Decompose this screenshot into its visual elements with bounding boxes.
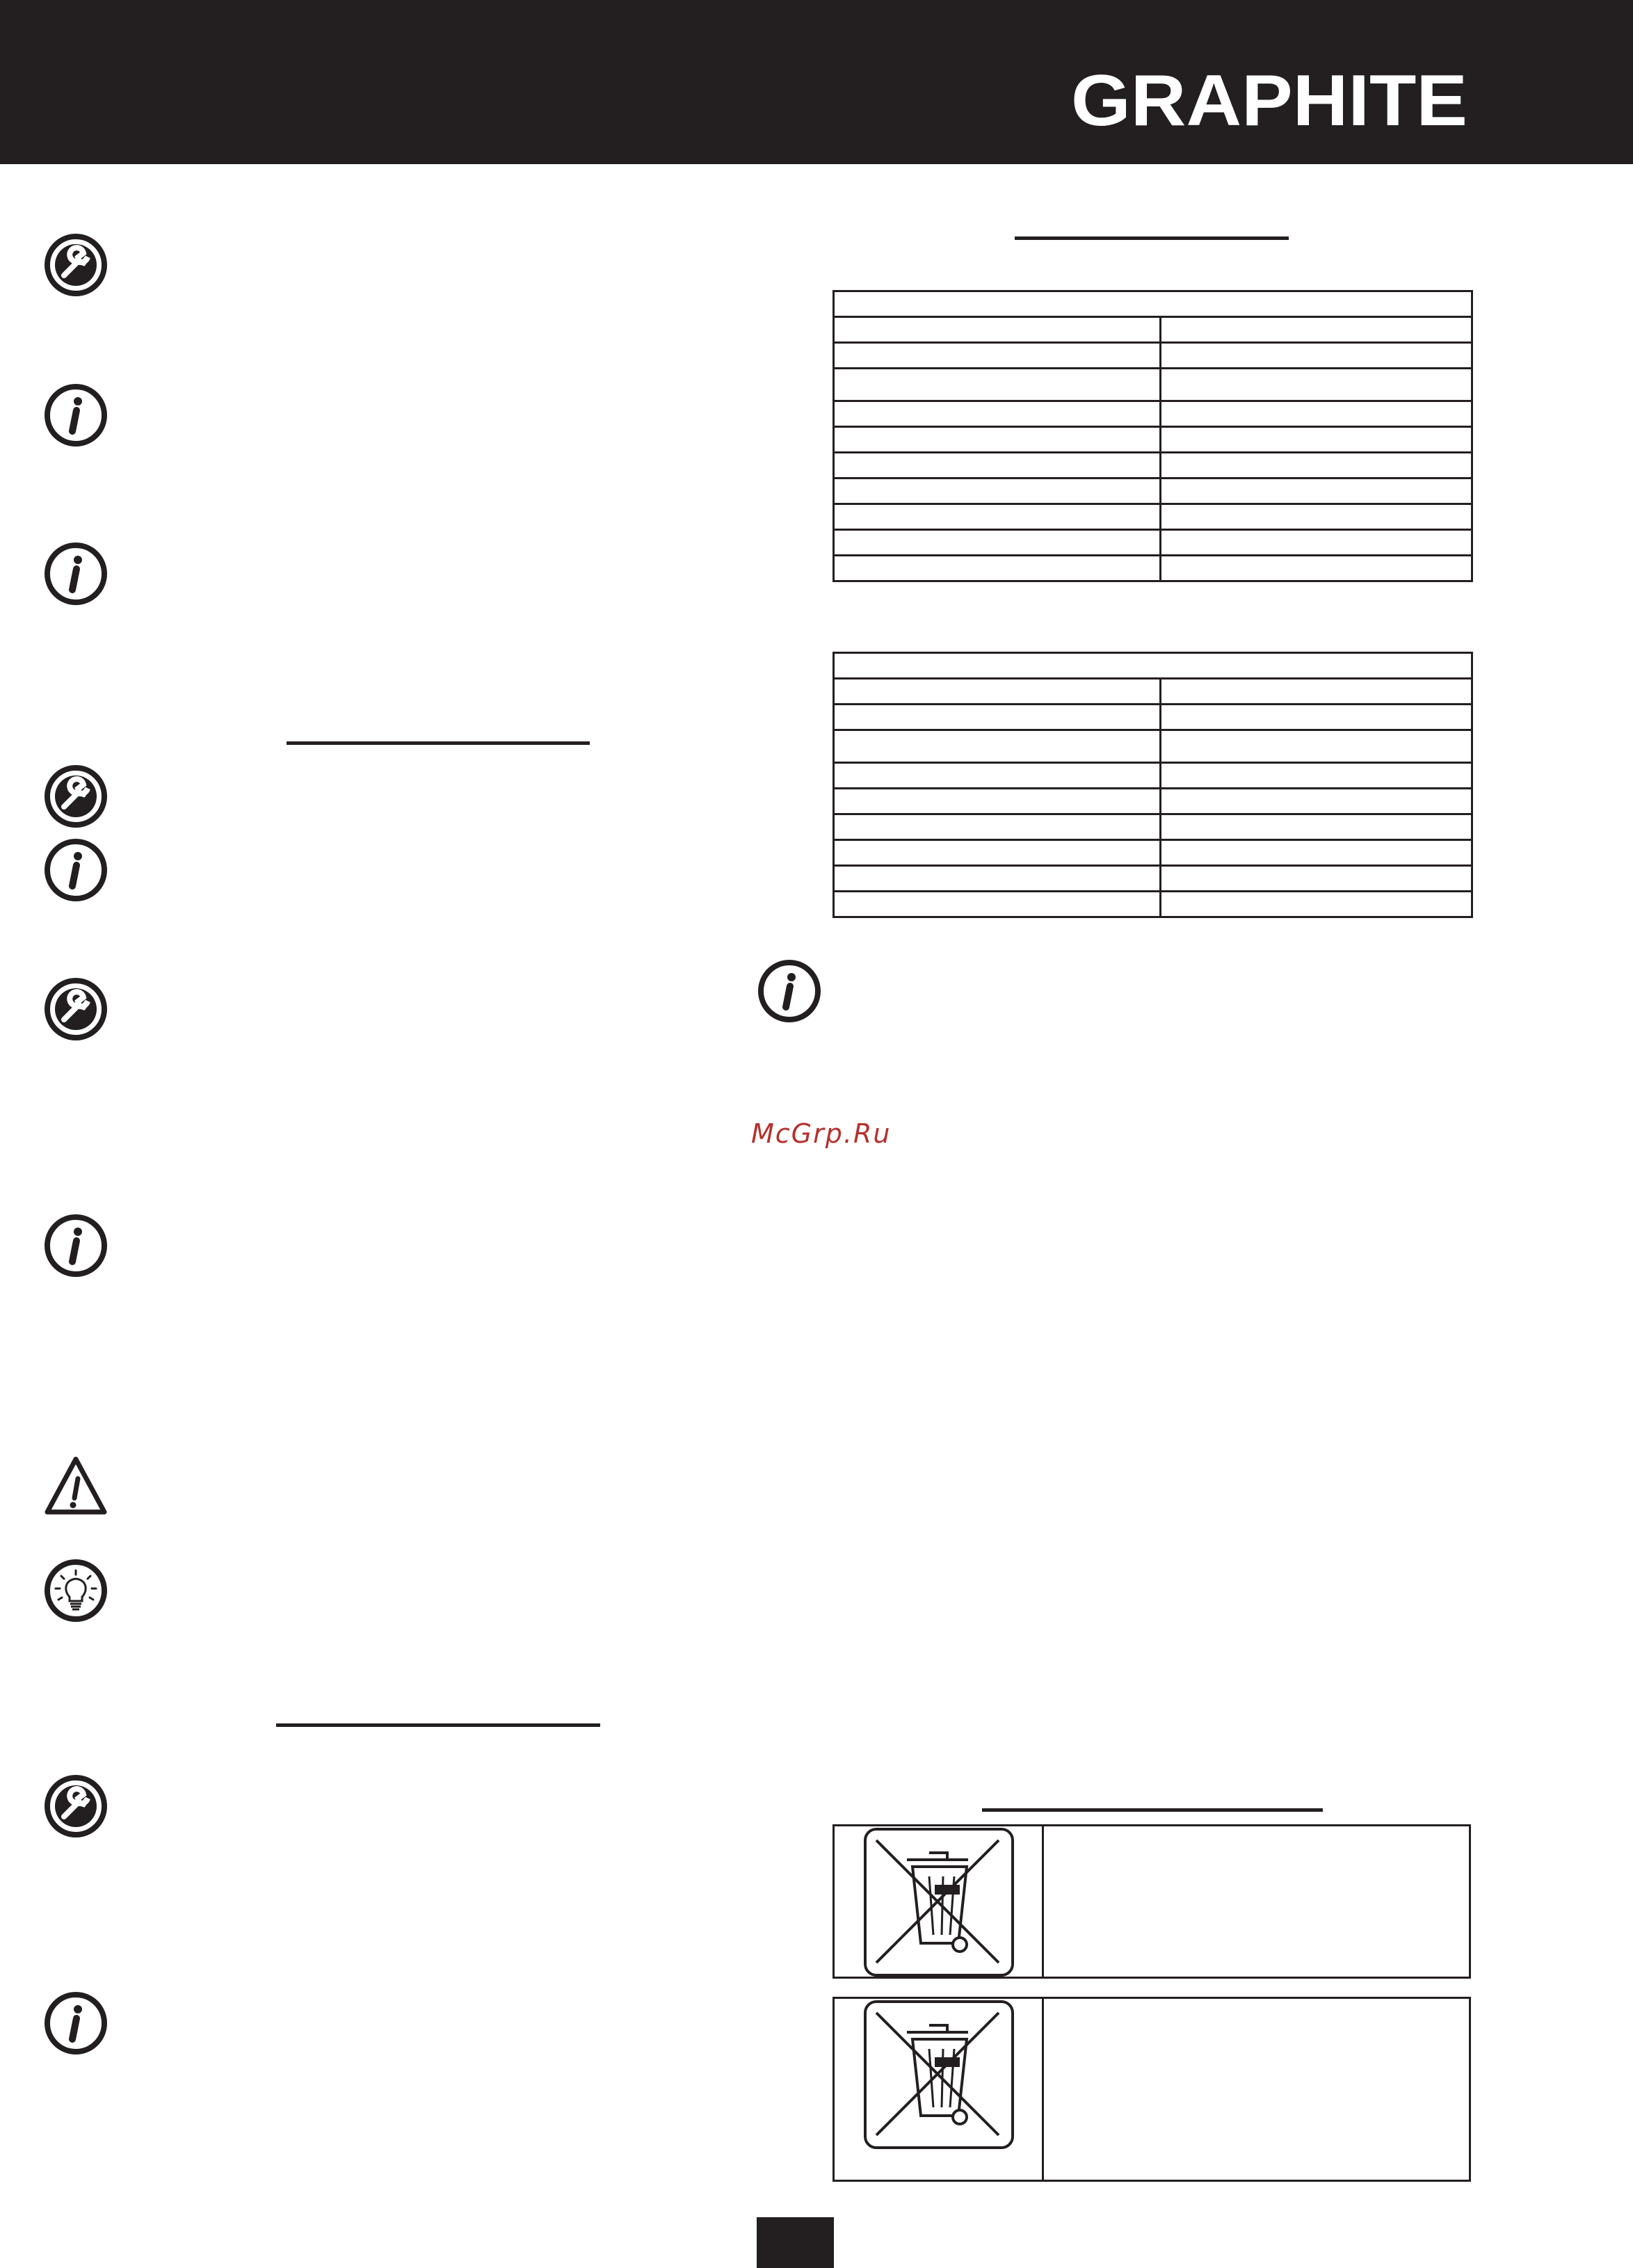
- table-row: [834, 892, 1472, 917]
- table-row: [834, 556, 1472, 581]
- table-cell: [834, 679, 1161, 705]
- table-cell: [834, 763, 1161, 789]
- table-row: [834, 814, 1472, 840]
- table-cell: [1161, 763, 1472, 789]
- table-row: [834, 530, 1472, 556]
- watermark-text: McGrp.Ru: [751, 1118, 892, 1149]
- table-cell: [1161, 730, 1472, 763]
- table-cell: [1161, 343, 1472, 369]
- table-cell: [1161, 892, 1472, 917]
- section-rule: [276, 1723, 600, 1727]
- table-cell: [834, 730, 1161, 763]
- table-cell: [834, 866, 1161, 892]
- disposal-box: [832, 1824, 1471, 1979]
- table-row: [834, 730, 1472, 763]
- table-row: [834, 504, 1472, 530]
- table-row: [834, 343, 1472, 369]
- wrench-icon: [43, 1774, 108, 1839]
- disposal-pictogram-cell: [835, 1999, 1044, 2180]
- table-cell: [834, 453, 1161, 478]
- table-cell: [1161, 504, 1472, 530]
- info-icon: [43, 541, 108, 606]
- table-cell: [834, 478, 1161, 504]
- table-cell: [834, 892, 1161, 917]
- info-icon: [43, 1213, 108, 1278]
- table-row: [834, 789, 1472, 814]
- table-cell: [834, 814, 1161, 840]
- graphite-logo-mark: [1071, 67, 1467, 134]
- table-cell: [834, 653, 1472, 679]
- table-row: [834, 478, 1472, 504]
- table-cell: [1161, 453, 1472, 478]
- table-cell: [834, 789, 1161, 814]
- table-row: [834, 763, 1472, 789]
- warning-triangle-icon: [43, 1454, 108, 1519]
- disposal-box: [832, 1997, 1471, 2182]
- crossed-out-wheelie-bin-icon: [862, 1999, 1015, 2150]
- table-row: [834, 401, 1472, 427]
- wrench-icon: [43, 764, 108, 829]
- spec-table-1: [832, 290, 1473, 582]
- info-icon: [43, 1990, 108, 2056]
- table-row: [834, 427, 1472, 453]
- table-row: [834, 369, 1472, 401]
- table-row: [834, 840, 1472, 866]
- table-row: [834, 317, 1472, 343]
- lightbulb-tip-icon: [43, 1558, 108, 1623]
- logo-text: GRAPHITE: [1071, 67, 1467, 134]
- crossed-out-wheelie-bin-icon: [862, 1826, 1015, 1978]
- table-cell: [1161, 317, 1472, 343]
- table-cell: [1161, 478, 1472, 504]
- table-cell: [834, 840, 1161, 866]
- table-cell: [1161, 705, 1472, 730]
- table-cell: [834, 343, 1161, 369]
- table-row: [834, 679, 1472, 705]
- table-row: [834, 453, 1472, 478]
- section-rule: [287, 741, 590, 745]
- table-cell: [1161, 401, 1472, 427]
- table-row: [834, 866, 1472, 892]
- graphite-logo: [1071, 67, 1467, 134]
- table-cell: [834, 369, 1161, 401]
- page-number-tab: [757, 2217, 834, 2268]
- table-header-row: [834, 291, 1472, 317]
- wrench-icon: [43, 232, 108, 298]
- table-cell: [834, 291, 1472, 317]
- table-cell: [1161, 679, 1472, 705]
- table-cell: [834, 317, 1161, 343]
- table-cell: [834, 705, 1161, 730]
- section-rule: [982, 1808, 1323, 1812]
- info-icon: [757, 958, 822, 1024]
- table-cell: [1161, 530, 1472, 556]
- wrench-icon: [43, 976, 108, 1042]
- disposal-pictogram-cell: [835, 1826, 1044, 1977]
- info-icon: [43, 383, 108, 448]
- spec-table-2: [832, 652, 1473, 918]
- table-cell: [1161, 840, 1472, 866]
- info-icon: [43, 837, 108, 903]
- page-header: [0, 0, 1633, 164]
- table-cell: [1161, 556, 1472, 581]
- table-cell: [834, 427, 1161, 453]
- section-rule: [1015, 236, 1289, 240]
- table-cell: [834, 530, 1161, 556]
- table-cell: [834, 556, 1161, 581]
- table-cell: [834, 401, 1161, 427]
- table-cell: [1161, 427, 1472, 453]
- table-cell: [1161, 369, 1472, 401]
- table-cell: [1161, 789, 1472, 814]
- table-cell: [834, 504, 1161, 530]
- table-row: [834, 705, 1472, 730]
- table-header-row: [834, 653, 1472, 679]
- table-cell: [1161, 814, 1472, 840]
- table-cell: [1161, 866, 1472, 892]
